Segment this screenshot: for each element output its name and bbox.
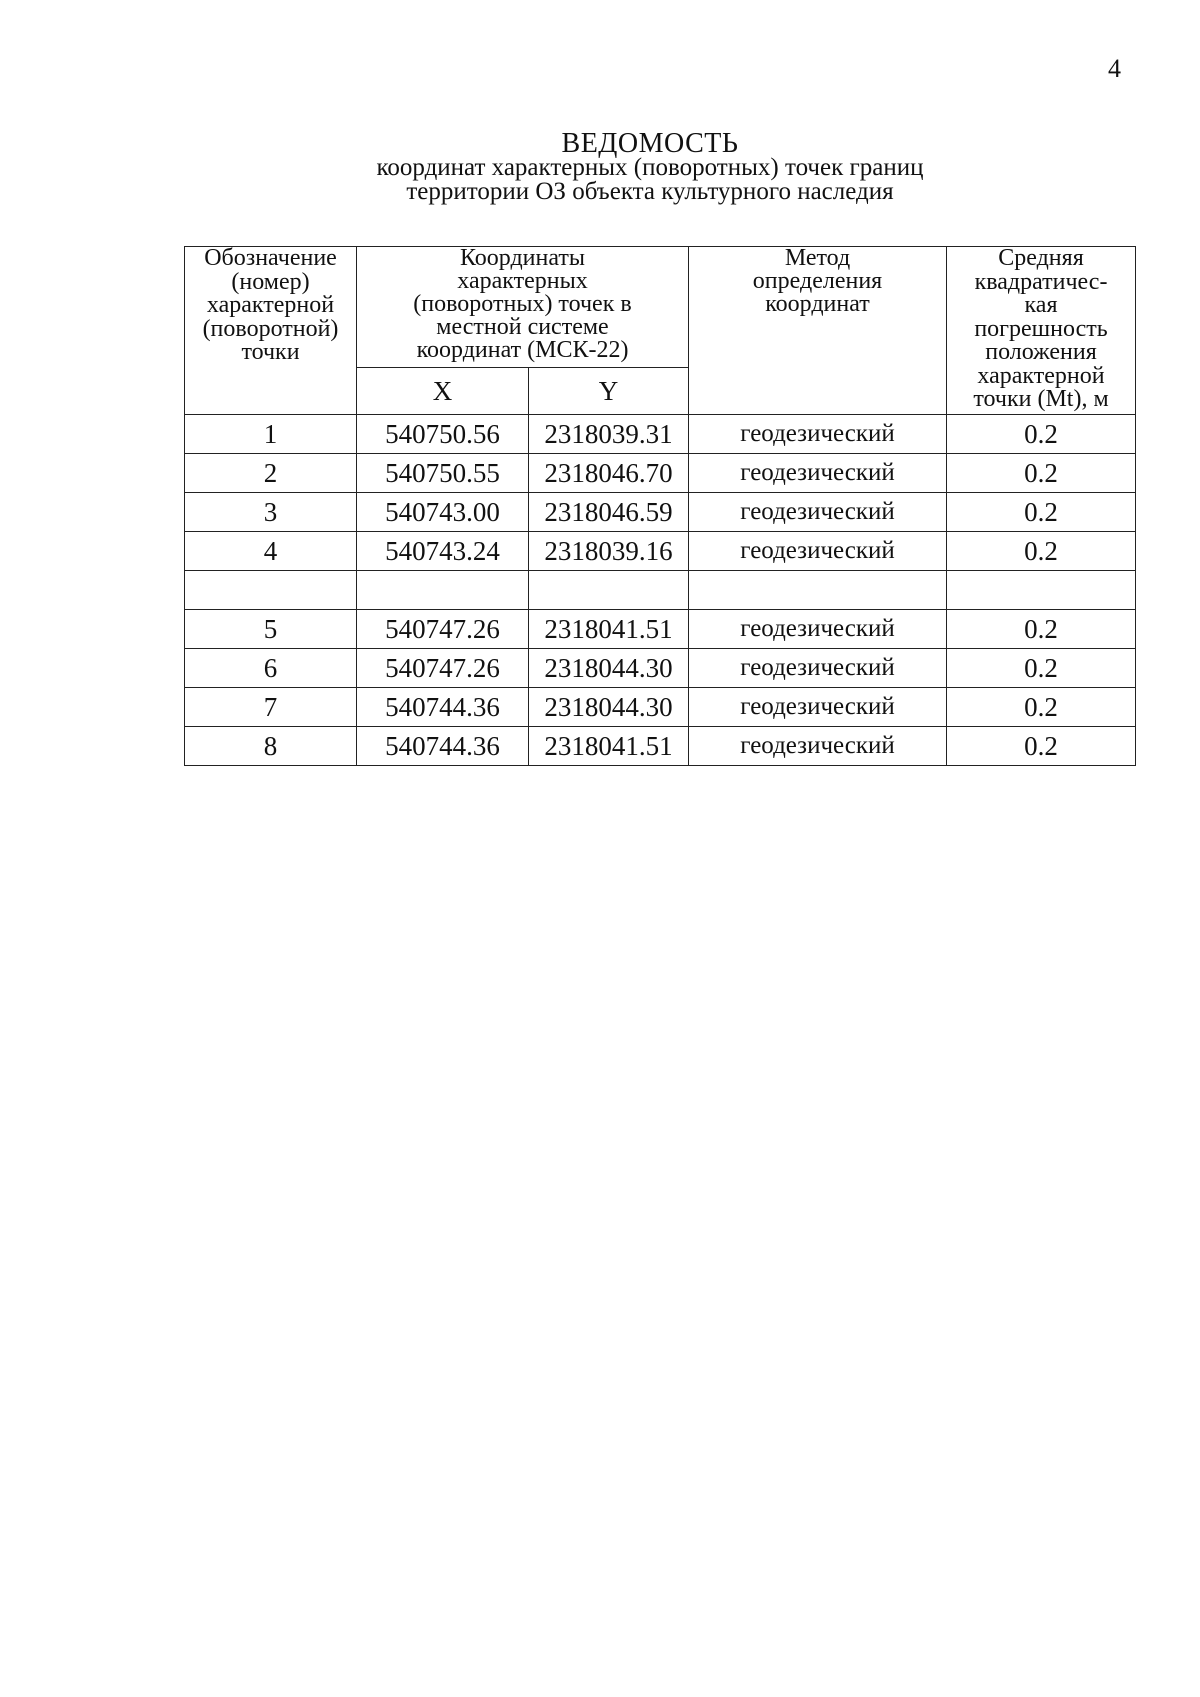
header-text: определения [752,268,883,294]
table-row [185,649,1136,688]
cell-error: 0.2 [947,493,1136,532]
cell-x: 540747.26 [357,649,529,688]
coordinates-table [184,246,1136,766]
cell-x: 540744.36 [357,688,529,727]
cell-method: геодезический [689,532,947,571]
header-text: Координаты [459,245,586,271]
document-title: ВЕДОМОСТЬ [561,128,739,159]
cell-y: 2318044.30 [529,649,689,688]
header-method [689,247,947,415]
cell-x: 540743.24 [357,532,529,571]
table-row [185,415,1136,454]
header-y: Y [529,368,689,415]
cell-y: 2318046.70 [529,454,689,493]
cell-point: 1 [185,415,357,454]
header-row [185,247,1136,368]
header-text: Обозначение [204,245,337,271]
header-text: характерной [977,362,1105,389]
header-text: характерной [206,292,335,318]
cell-method: геодезический [689,493,947,532]
header-text: (поворотных) точек в [413,291,632,317]
cell-y [529,571,689,610]
header-text: Средняя [998,245,1084,271]
header-coordinates [357,247,689,368]
cell-method: геодезический [689,610,947,649]
cell-method: геодезический [689,649,947,688]
header-text: квадратичес- [974,268,1108,295]
document-subtitle-line-1: координат характерных (поворотных) точек границ [376,154,924,181]
table-row [185,610,1136,649]
cell-method: геодезический [689,727,947,766]
cell-method: геодезический [689,415,947,454]
cell-y: 2318039.31 [529,415,689,454]
cell-error: 0.2 [947,727,1136,766]
header-text: (номер) [231,268,310,295]
cell-error: 0.2 [947,532,1136,571]
header-point-designation [185,247,357,415]
header-text: координат [765,291,870,317]
header-text: (поворотной) [202,315,339,342]
table-row [185,493,1136,532]
header-text: положения [985,339,1097,365]
cell-method: геодезический [689,454,947,493]
cell-error: 0.2 [947,688,1136,727]
cell-y: 2318041.51 [529,610,689,649]
cell-point: 7 [185,688,357,727]
table-row [185,688,1136,727]
header-text: кая [1024,292,1058,318]
header-text: координат (МСК-22) [416,337,629,363]
cell-x: 540744.36 [357,727,529,766]
cell-point: 8 [185,727,357,766]
cell-x [357,571,529,610]
cell-method: геодезический [689,688,947,727]
cell-y: 2318044.30 [529,688,689,727]
header-text: местной системе [436,314,609,340]
cell-error: 0.2 [947,415,1136,454]
document-heading [0,128,1200,205]
cell-point [185,571,357,610]
header-text: погрешность [974,315,1108,342]
table-row-empty [185,571,1136,610]
cell-method [689,571,947,610]
header-mean-square-error [947,247,1136,415]
table-row [185,727,1136,766]
cell-x: 540750.55 [357,454,529,493]
header-text: характерных [457,268,588,294]
cell-point: 4 [185,532,357,571]
page-number: 4 [1108,54,1121,83]
header-text: Метод [784,245,851,271]
header-text: точки [241,339,300,365]
cell-error [947,571,1136,610]
cell-point: 5 [185,610,357,649]
cell-x: 540747.26 [357,610,529,649]
table-row [185,454,1136,493]
header-text: точки (Mt), м [973,386,1109,412]
cell-y: 2318041.51 [529,727,689,766]
cell-point: 6 [185,649,357,688]
table-row [185,532,1136,571]
cell-error: 0.2 [947,610,1136,649]
cell-point: 3 [185,493,357,532]
cell-y: 2318046.59 [529,493,689,532]
header-x: X [357,368,529,415]
cell-point: 2 [185,454,357,493]
cell-x: 540750.56 [357,415,529,454]
document-subtitle-line-2: территории ОЗ объекта культурного наследия [406,178,894,205]
cell-x: 540743.00 [357,493,529,532]
cell-error: 0.2 [947,649,1136,688]
cell-y: 2318039.16 [529,532,689,571]
cell-error: 0.2 [947,454,1136,493]
